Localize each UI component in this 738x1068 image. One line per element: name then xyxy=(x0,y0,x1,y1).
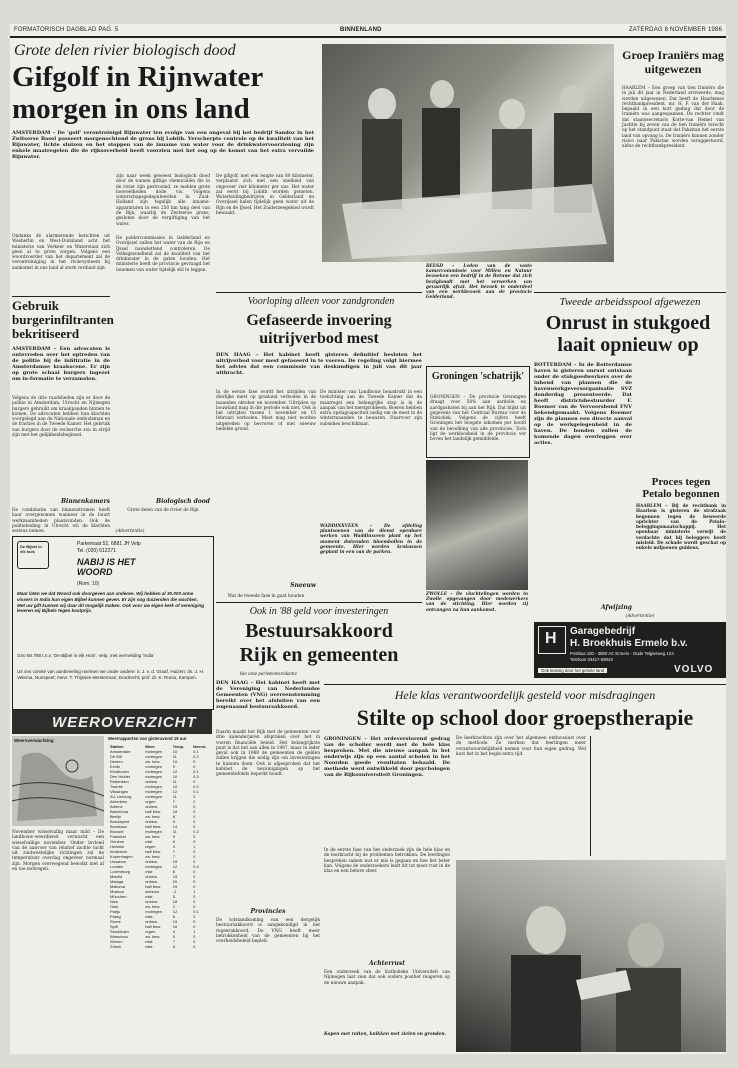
ad-headline: NABIJ IS HET WOORD xyxy=(77,557,136,577)
weer-cell: Luxemburg xyxy=(110,869,131,874)
bestuur-headline-1: Bestuursakkoord xyxy=(245,620,393,642)
weer-cell: 8 xyxy=(172,814,175,819)
weer-cell: half bew. xyxy=(145,809,161,814)
main-kicker: Grote delen rivier biologisch dood xyxy=(14,42,236,59)
weer-cell: motregen xyxy=(145,754,163,759)
weer-cell: regen xyxy=(145,844,156,849)
school-body-2: De leerkrachten zijn over het algemeen enthousiast over de methode. Ze merken dat leerlingen meer verantwoordelijkheid nemen voor hun eigen gedrag. Wel kost het in het begin extra tijd. xyxy=(456,736,586,757)
weer-cell: 12 xyxy=(172,769,178,774)
weer-cell: Warschau xyxy=(110,934,128,939)
weer-col-temp: Temp. xyxy=(172,744,185,749)
weer-cell: De Bilt xyxy=(110,754,122,759)
ad-bijbel xyxy=(12,536,214,710)
burger-lead: AMSTERDAM – Een advocaten is ontevreden over het optreden van de politie bij de infiltratie in de Amsterdamse kraakscene. Er zijn op grote schaal burgers ingezet om in-formatie te verzamelen. xyxy=(12,346,110,382)
weer-cell: Aberdeen xyxy=(110,799,128,804)
weer-cell: 0 xyxy=(193,824,196,829)
weer-cell: onbew. xyxy=(145,819,158,824)
ad-footer: Uit ons comité van aanbeveling noemen we onder andere: ir. J. v. d. Graaf, Huizen; ds. J. H. Velema, Nunspeet; mevr. T. Thijssen-Westerman, Dordrecht; prof. dr. K. Runia, Kampen. xyxy=(17,669,205,680)
weer-cell: 0 xyxy=(193,894,196,899)
weer-cell: zw. bew. xyxy=(145,854,161,859)
weer-cell: mist xyxy=(145,944,153,949)
header-section: BINNENLAND xyxy=(340,27,382,33)
weer-cell: motregen xyxy=(145,829,163,834)
weer-cell: 0 xyxy=(193,849,196,854)
weer-cell: 0 xyxy=(193,819,196,824)
weer-cell: motregen xyxy=(145,749,163,754)
weer-cell: onbew. xyxy=(145,859,158,864)
weer-map-graphic xyxy=(12,736,104,826)
weer-cell: 7 xyxy=(172,799,175,804)
weer-cell: 0 xyxy=(193,939,196,944)
weer-cell: motregen xyxy=(145,794,163,799)
weer-cell: Rotterdam xyxy=(110,779,129,784)
weer-cell: 9 xyxy=(172,764,175,769)
ad-garage-logo xyxy=(538,626,566,654)
weer-cell: half bew. xyxy=(145,824,161,829)
ad-garage-tagline: Ook leasing door het gehele land xyxy=(538,668,607,673)
weer-cell: 0.2 xyxy=(193,754,199,759)
weer-cell: Brussel xyxy=(110,829,124,834)
weer-cell: -1 xyxy=(172,889,177,894)
weer-cell: 0 xyxy=(193,914,196,919)
weer-cell: 6 xyxy=(172,944,175,949)
photo-school-figures xyxy=(456,860,726,1052)
weer-cell: mist xyxy=(145,869,153,874)
bestuur-sub: Van onze parlementsredactie xyxy=(239,672,297,677)
weer-cell: 0 xyxy=(193,839,196,844)
ad-bijbel-logo: De Bijbel in elk huis xyxy=(17,541,49,569)
weer-cell: 7 xyxy=(172,939,175,944)
weer-cell: 19 xyxy=(172,884,178,889)
main-headline-2: morgen in ons land xyxy=(12,93,250,125)
newspaper-page xyxy=(10,24,726,1054)
burger-body: Volgens de drie raadslieden zijn er door de politie in Amsterdam, Utrecht en Nijmegen burgers gebruikt om kraakpanden binnen te komen. De advocaten hebben hun klachten voorgelegd aan de Nationale ombudsman en de fracties in de Tweede Kamer. Het gebruik van burgers door de recherche zou in strijd zijn met het gelijkheidsbeginsel. xyxy=(12,396,110,439)
ad-garage xyxy=(534,622,726,678)
stukgoed-headline-2: laait opnieuw op xyxy=(557,334,699,356)
weer-cell: 12 xyxy=(172,789,178,794)
weer-cell: Deelen xyxy=(110,759,123,764)
weer-cell: Stockholm xyxy=(110,929,129,934)
weer-cell: Athene xyxy=(110,804,123,809)
weer-cell: motregen xyxy=(145,789,163,794)
weer-cell: motregen xyxy=(145,769,163,774)
photo-zwolle xyxy=(426,460,528,590)
weer-cell: 1 xyxy=(193,889,196,894)
photo-officials xyxy=(322,44,614,262)
photo-officials-caption: BEESD – Leden van de vaste kamercommissie voor Milieu en Natuur bezoeken een bedrijf in de Betuwe dat zich bezighoudt met het verwerken van gevaarlijk afval. Het bezoek is onderdeel van een werkbezoek aan de provincie Gelderland. xyxy=(426,264,532,301)
weer-table xyxy=(108,744,214,949)
weer-cell: Innsbruck xyxy=(110,849,128,854)
weer-cell: 8 xyxy=(172,869,175,874)
weer-cell: motregen xyxy=(145,774,163,779)
weer-cell: 19 xyxy=(172,919,178,924)
photo-officials-figures xyxy=(322,44,614,262)
mest-kicker: Voorloping alleen voor zandgronden xyxy=(247,296,395,307)
school-body-1: In de eerste fase van het onderzoek zijn de hele klas en de leerkracht bij de problemen betrokken. De leerlingen bespreken samen wat er mis is gegaan en hoe het beter kan. Volgens de onderzoekers leidt dit tot meer rust in de klas en een betere sfeer. xyxy=(324,848,450,875)
stukgoed-headline-1: Onrust in stukgoed xyxy=(545,312,711,334)
weer-cell: 0 xyxy=(193,759,196,764)
header-rule xyxy=(10,36,726,38)
weer-cell: 20 xyxy=(172,879,178,884)
ad2-label: (Advertentie) xyxy=(625,614,655,619)
weer-cell: 6 xyxy=(172,914,175,919)
weer-cell: motregen xyxy=(145,864,163,869)
weer-cell: zw. bew. xyxy=(145,904,161,909)
stukgoed-kicker: Tweede arbeidsspool afgewezen xyxy=(559,296,701,308)
weer-cell: 0 xyxy=(193,919,196,924)
weer-cell: 4 xyxy=(172,929,175,934)
bestuur-body: Daarin maakt het Rijk met de gemeenten voor drie kalenderjaren afspraken over het in voeren financiële beleid. Het belangrijkste punt is dat het aan allen in 1987, maar in ieder geval ook in 1988 de gemeenten de gelden zullen krijgen die nodig zijn om investeringen te kunnen doen. Ook is afgesproken dat het kabinet de bezuinigingen op het gemeentefonds beperkt houdt. xyxy=(216,730,320,778)
weer-cell: Zd. Limburg xyxy=(110,794,132,799)
mest-sub: Sneeuw xyxy=(290,582,316,589)
ad-garage-phone: Telefoon 03417-59044 xyxy=(570,657,613,662)
weer-cell: 0 xyxy=(193,804,196,809)
weer-cell: regen xyxy=(145,799,156,804)
ad-garage-logo-letter: H xyxy=(545,630,557,647)
weer-cell: 7 xyxy=(172,849,175,854)
weer-cell: 6 xyxy=(172,839,175,844)
weer-cell: mist xyxy=(145,894,153,899)
weer-cell: onbew. xyxy=(145,879,158,884)
stukgoed-body: ROTTERDAM – In de Rotterdamse haven is gisteren onrust ontstaan onder de stukgoedwerkers over de inhoud van plannen die de havenwerkgeversorganisatie SVZ donderdag presenteerde. Dat heeft districtsbestuurder F. Roemer van de Vervoersbond FNV bekendgemaakt. Volgens Roemer zijn de plannen een directe aanval op de werkgelegenheid in de haven. De bonden zullen de komende dagen overleggen over acties. xyxy=(534,362,632,446)
main-signature: Biologisch dood xyxy=(156,498,210,505)
weer-cell: 14 xyxy=(172,824,178,829)
weer-cell: Boedapest xyxy=(110,819,130,824)
bestuur-kicker: Ook in '88 geld voor investeringen xyxy=(249,606,389,617)
weer-col-station: Station xyxy=(110,744,124,749)
weer-cell: half bew. xyxy=(145,884,161,889)
weer-col-weer: Weer xyxy=(145,744,155,749)
weer-cell: München xyxy=(110,894,127,899)
weer-cell: Genève xyxy=(110,839,125,844)
weer-cell: 12 xyxy=(172,909,178,914)
weer-cell: 0.1 xyxy=(193,769,199,774)
weer-cell: 11 xyxy=(172,794,177,799)
burger-sub: Binnenkamers xyxy=(60,498,110,505)
groningen-body: GRONINGEN – De provincie Groningen draagt voor 58% aan aardolie en aardgasbaten bij aan het Rijk. Dat blijkt uit gegevens van het Centraal Bureau voor de Statistiek. Volgens de cijfers heeft Groningen het hoogste inkomen per hoofd van de bevolking van alle provincies. Toch ligt de werkloosheid in de provincie ver boven het landelijk gemiddelde. xyxy=(430,395,526,443)
school-kicker: Hele klas verantwoordelijk gesteld voor misdragingen xyxy=(394,688,656,702)
stukgoed-signature: Afwijzing xyxy=(601,604,632,611)
weer-cell: zw. bew. xyxy=(145,934,161,939)
weer-cell: onbew. xyxy=(145,899,158,904)
weer-cell: onbew. xyxy=(145,919,158,924)
school-headline: Stilte op school door groepstherapie xyxy=(356,705,694,730)
groningen-box xyxy=(426,366,530,458)
main-credit: Grote delen van de rivier de Rijn xyxy=(127,508,199,513)
weer-cell: 0 xyxy=(193,869,196,874)
weer-cell: 0.1 xyxy=(193,909,199,914)
main-lead: AMSTERDAM – De 'golf' verontreinigd Rijnwater ten evolge van een ongeval bij het bedrijf Sandoz in het Zwitserse Basel passeert morgenochtend de grens bij Lobith. Verscherpte controle op de kwaliteit van het Rijnwater, lichte sluizen en het stoppen van de inname van water voor de drinkwatervoorziening zijn enkele maatregelen die de rijksoverheid heeft voorzien met het oog op de komst van het extra vervuilde Rijnwater. xyxy=(12,130,314,160)
school-sig: Achterrust xyxy=(368,960,406,967)
weer-cell: Kopenhagen xyxy=(110,854,133,859)
weer-cell: 0 xyxy=(193,879,196,884)
weer-cell: 0 xyxy=(193,924,196,929)
weer-cell: Rome xyxy=(110,919,121,924)
weer-cell: Helsinki xyxy=(110,844,125,849)
weer-cell: 11 xyxy=(172,829,177,834)
mest-headline-2: uitrijverbod mest xyxy=(259,330,379,347)
weer-cell: 0 xyxy=(193,764,196,769)
main-body-4: De poldercommissies in Gelderland en Overijssel zullen het water van de Rijn en IJssel nauwlettend controleren. De Volksgezondheid zal de kwaliteit van het drinkwater in de gaten houden. Het ministerie heeft de provincie gevraagd het innemen van water tijdelijk stil te leggen. xyxy=(116,236,210,273)
weer-cell: 0 xyxy=(193,809,196,814)
weer-cell: 10 xyxy=(172,759,178,764)
ad-garage-line2: H. Broekhuis Ermelo b.v. xyxy=(570,638,688,649)
weer-cell: motregen xyxy=(145,909,163,914)
weer-cell: 15 xyxy=(172,874,178,879)
ad-body: Maar laten we dat Woord ook doorgeven aan anderen. Wij hebben al 30.000 arme vissers in India hun eigen Bijbel kunnen geven. Er zijn nog duizenden die wachten. Met uw gift kunnen wij daar dit mogelijk maken. Ook voor uw eigen kerk of vereniging leveren wij Bijbels tegen kostprijs. xyxy=(17,591,205,614)
weer-text: November wisselvallig maar mild – De landbouw-weerdienst verwacht een wisselvallige november. Onder invloed van de aanvoer van relatief zachte lucht uit zuidwestelijke richtingen zal de temperatuur overdag ongeveer normaal zijn. Morgen overwegend bewolkt met af en toe motregen. xyxy=(12,830,104,873)
weer-cell: zw. bew. xyxy=(145,814,161,819)
burger-body-2: De combinatie van binnenstromen heeft haar overgenomen wanneer in de buurt werkzaamheden plaatsvinden. Ook de politieleiding in Utrecht wil de klachten serieus nemen. xyxy=(12,508,110,535)
header-left: FORMATORISCH DAGBLAD PAG. 5 xyxy=(14,27,119,33)
weer-cell: Amsterdam xyxy=(110,749,131,754)
weer-cell: 0 xyxy=(193,814,196,819)
weer-cell: Londen xyxy=(110,864,124,869)
ad-garage-address: Postbus 100 - 3850 AC Ermelo - Oude Telgterweg 123 xyxy=(570,651,674,656)
weer-cell: sneeuw xyxy=(145,889,159,894)
weer-cell: Madrid xyxy=(110,874,123,879)
weer-cell: 0 xyxy=(193,904,196,909)
weer-cell: 0 xyxy=(193,779,196,784)
weer-cell: 5 xyxy=(172,894,175,899)
weer-cell: 11 xyxy=(172,779,177,784)
weer-cell: Moskou xyxy=(110,889,125,894)
weer-cell: 0 xyxy=(193,859,196,864)
ad-phone: Tel. (020) 612271 xyxy=(77,548,116,554)
weer-cell: 5 xyxy=(172,934,175,939)
school-photo-caption: Kopen met ruiten, knikken met zielen en gronden. xyxy=(324,1032,447,1037)
weer-cell: mist xyxy=(145,939,153,944)
weer-cell: 12 xyxy=(172,864,178,869)
weer-cell: 2 xyxy=(193,799,196,804)
weer-cell: Bordeaux xyxy=(110,824,128,829)
weer-cell: 19 xyxy=(172,859,178,864)
bestuur-body-2: De totstandkoming van een dergelijk bestuursakkoord is aangekondigd in het regeerakkoord. De VNG heeft meer betrokkenheid van de gemeenten bij het overheidsbeleid bepleit. xyxy=(216,918,320,945)
weer-cell: 1 xyxy=(193,929,196,934)
ad-garage-line1: Garagebedrijf xyxy=(570,626,636,637)
main-body-3: De gifgolf, met een lengte van 80 kilometer, verplaatst zich met een snelheid van ongeveer vier kilometer per uur. Het water zal eerst bij Lobith worden gemeten. Waterleidingbedrijven in Gelderland en Overijssel halen tijdelijk geen water uit de Rijn en de IJssel. Het Zuiderzeegebied wordt bewaakt. xyxy=(216,174,314,217)
weer-cell: 19 xyxy=(172,804,178,809)
petalo-body: HAARLEM – Bij de rechtbank in Haarlem is gisteren de strafzaak begonnen tegen de beweerde oprichter van de Petalo-beleggingsmaatschappij. Het openbaar ministerie verwijt de verdachte dat hij beleggers heeft misleid. De schade wordt geschat op enkele miljoenen guldens. xyxy=(636,504,726,552)
weer-cell: Oslo xyxy=(110,904,119,909)
weer-cell: Den Helder xyxy=(110,774,131,779)
weer-cell: 3 xyxy=(172,844,175,849)
weer-cell: zw. bew. xyxy=(145,834,161,839)
burger-headline: Gebruik burgerinfiltranten bekritiseerd xyxy=(12,298,114,341)
weer-cell: 9 xyxy=(172,834,175,839)
iran-body: HAARLEM – Een groep van tien Iraniërs die in juli dit jaar in Nederland arriveerde, mag worden uitgewezen. Dat heeft de Haarlemse rechtbankpresident, mr. H. F. van der Haak, bepaald in een kort geding dat door de Iraniërs was aangespannen. De rechter vindt dat staatssecretaris Korte-van Hemel van Justitie bij zeven van de tien Iraniërs terecht op het standpunt staat dat Pakistan het eerste land van opvang is. De Iraniërs kunnen zonder risico naar Pakistan worden teruggestuurd, aldus de rechtbankpresident. xyxy=(622,86,724,150)
weer-cell: Eindhoven xyxy=(110,769,129,774)
bestuur-sig: Provincies xyxy=(250,908,286,915)
ad-reference: (Rom. 10) xyxy=(77,581,100,587)
weer-cell: 0 xyxy=(193,834,196,839)
weer-cell: motregen xyxy=(145,764,163,769)
weer-cell: Vlissingen xyxy=(110,789,129,794)
weer-row xyxy=(108,944,214,949)
weer-cell: Zürich xyxy=(110,944,122,949)
weer-cell: Twente xyxy=(110,784,123,789)
weer-cell: half bew. xyxy=(145,849,161,854)
main-headline-1: Gifgolf in Rijnwater xyxy=(12,61,264,93)
ad-giro: Giro 50.788 t.n.v. 'De Bijbel in elk Huis', Velp, met vermelding 'India' xyxy=(17,653,155,658)
weer-cell: 0.3 xyxy=(193,774,199,779)
weer-cell: 2 xyxy=(172,904,175,909)
weer-cell: mist xyxy=(145,914,153,919)
school-body-3: Een onderzoek van de Katholieke Universiteit van Nijmegen laat zien dat ook ouders positief reageren op de nieuwe aanpak. xyxy=(324,970,450,986)
weer-cell: Berlijn xyxy=(110,814,122,819)
weer-cell: 18 xyxy=(172,899,178,904)
weer-cell: 0 xyxy=(193,944,196,949)
weer-cell: Malaga xyxy=(110,879,124,884)
weer-cell: 0.1 xyxy=(193,789,199,794)
weer-cell: 9 xyxy=(172,819,175,824)
school-lead: GRONINGEN – Het ordeverstorend gedrag van de scholier wordt met de hele klas besproken. Met die nieuwe aanpak in het onderwijs zijn op een aantal scholen in het Noorden goede resultaten behaald. De methode werd ontwikkeld door psychologen van de Rijksuniversiteit Groningen. xyxy=(324,736,450,778)
weer-cell: mist xyxy=(145,839,153,844)
mest-body-1: In de eerste fase wordt het uitrijden van dierlijke mest op grasland verboden in de maanden oktober en november. Uitrijden op bouwland mag in die periode ook niet. Ook is het uitrijden tussen 1 november en 15 februari verboden. Mest mag niet worden uitgereden op bevroren of met sneeuw bedekte grond. xyxy=(216,390,316,433)
weer-cell: 0.4 xyxy=(193,864,199,869)
weer-cell: Barcelona xyxy=(110,809,129,814)
weer-cell: 0 xyxy=(193,884,196,889)
weer-cell: 0 xyxy=(193,794,196,799)
weer-cell: 0.2 xyxy=(193,829,199,834)
weer-cell: Split xyxy=(110,924,118,929)
weer-cell: half bew. xyxy=(145,924,161,929)
weer-cell: onbew. xyxy=(145,804,158,809)
weer-col-neersl: Neersl. xyxy=(193,744,207,749)
ad-label: (Advertentie) xyxy=(115,529,145,534)
weer-table-title: Weerrapporten van gisteravond 19 uur xyxy=(108,736,187,741)
weer-map-label: Weersverwachting xyxy=(14,738,54,743)
weer-cell: regen xyxy=(145,929,156,934)
weer-cell: 0.1 xyxy=(193,749,199,754)
weer-map xyxy=(12,736,104,826)
main-body-1: Ondanks de alarmerende berichten uit Wesberlin en West-Duitsland acht het ministerie van Verkeer en Waterstaat zich geen al te grote zorgen. Volgens een woordvoerder van het departement zal de verontreiniging in het riviersysteem bij aankomst in ons land al sterk verdund zijn. xyxy=(12,234,110,271)
groningen-headline: Groningen 'schatrijk' xyxy=(431,371,525,382)
weer-cell: 0.2 xyxy=(193,784,199,789)
weer-cell: Praag xyxy=(110,914,121,919)
photo-school xyxy=(456,860,726,1052)
weer-cell: motregen xyxy=(145,784,163,789)
weer-cell: zw. bew. xyxy=(145,759,161,764)
mest-body-2: De minister van Landbouw benadrukt in een toelichting aan de Tweede Kamer dat de maatregel een belangrijke stap is in de aanpak van het mestprobleem. Boeren hebben extra opslagcapaciteit nodig om de mest in de wintermaanden te bewaren. Daarvoor zijn subsidies beschikbaar. xyxy=(320,390,422,427)
weer-cell: 0 xyxy=(193,874,196,879)
weer-cell: 10 xyxy=(172,774,178,779)
weer-cell: Parijs xyxy=(110,909,121,914)
weer-cell: 0 xyxy=(193,899,196,904)
weer-cell: 16 xyxy=(172,924,178,929)
weer-cell: 18 xyxy=(172,809,178,814)
weer-cell: Mallorca xyxy=(110,884,126,889)
weer-banner xyxy=(12,710,212,734)
wadden-caption: WADDINXVEEN – De afdeling plantsoenen van de dienst openbare werken van Waddinxveen plant op het moment duizenden bloembollen in de gemeente. Hier worden krokussen geplant in een van de parken. xyxy=(320,524,422,556)
bestuur-headline-2: Rijk en gemeenten xyxy=(239,644,399,666)
weer-cell: Nice xyxy=(110,899,119,904)
ad-garage-brand: VOLVO xyxy=(674,664,714,675)
weer-cell: 0 xyxy=(193,854,196,859)
weer-cell: 0 xyxy=(193,934,196,939)
mest-credit: Wat de tweede fase in gaat houden xyxy=(227,594,305,599)
ad-address: Parkemaat 52, 6881 JH Velp xyxy=(77,541,141,547)
weer-cell: 7 xyxy=(172,854,175,859)
weer-cell: Eelde xyxy=(110,764,121,769)
bestuur-lead: DEN HAAG – Het kabinet heeft met de Vereniging van Nederlandse Gemeenten (VNG) overeenstemming bereikt over het afsluiten van een zogenaamd bestuursakkoord. xyxy=(216,680,320,710)
weer-cell: 10 xyxy=(172,749,178,754)
main-body-2: zijn naar week geweest biologisch dood door de tonnen giftige chemicaliën die in de rivier zijn gestroomd, ze melden grote hoeveelheden dode vis. Volgens waterschapsgedeputeerden in Zuid-Holland zijn tegelijk alle inname-apparaturen in een 250 km lang deel van de Rijn, waarbij de Zwitserse grens, gesloten door de vergiftiging van het water. xyxy=(116,174,210,227)
weer-cell: 1 xyxy=(193,844,196,849)
zwolle-caption: ZWOLLE – De vluchtelingen worden in Zwolle opgevangen door medewerkers van de stichting. Hier worden zij ontvangen na hun aankomst. xyxy=(426,592,528,613)
weer-cell: 11 xyxy=(172,754,177,759)
weer-cell: Wenen xyxy=(110,939,123,944)
weer-cell: 10 xyxy=(172,784,178,789)
petalo-headline: Proces tegen Petalo begonnen xyxy=(642,476,720,500)
weer-cell: onbew. xyxy=(145,874,158,879)
iran-headline: Groep Iraniërs mag uitgewezen xyxy=(622,48,724,76)
weer-cell: Frankfort xyxy=(110,834,127,839)
weer-title: WEEROVERZICHT xyxy=(52,714,197,731)
weer-cell: onbew. xyxy=(145,779,158,784)
mest-headline-1: Gefaseerde invoering xyxy=(246,312,392,329)
mest-lead: DEN HAAG – Het kabinet heeft gisteren definitief besloten het uitrijverbod voor mest gefaseerd in te voeren. De regeling volgt hiermee het advies dat een commissie van deskundigen in juli van dit jaar uitbracht. xyxy=(216,352,422,376)
header-date: ZATERDAG 8 NOVEMBER 1986 xyxy=(628,27,722,33)
weer-cell: Lissabon xyxy=(110,859,127,864)
